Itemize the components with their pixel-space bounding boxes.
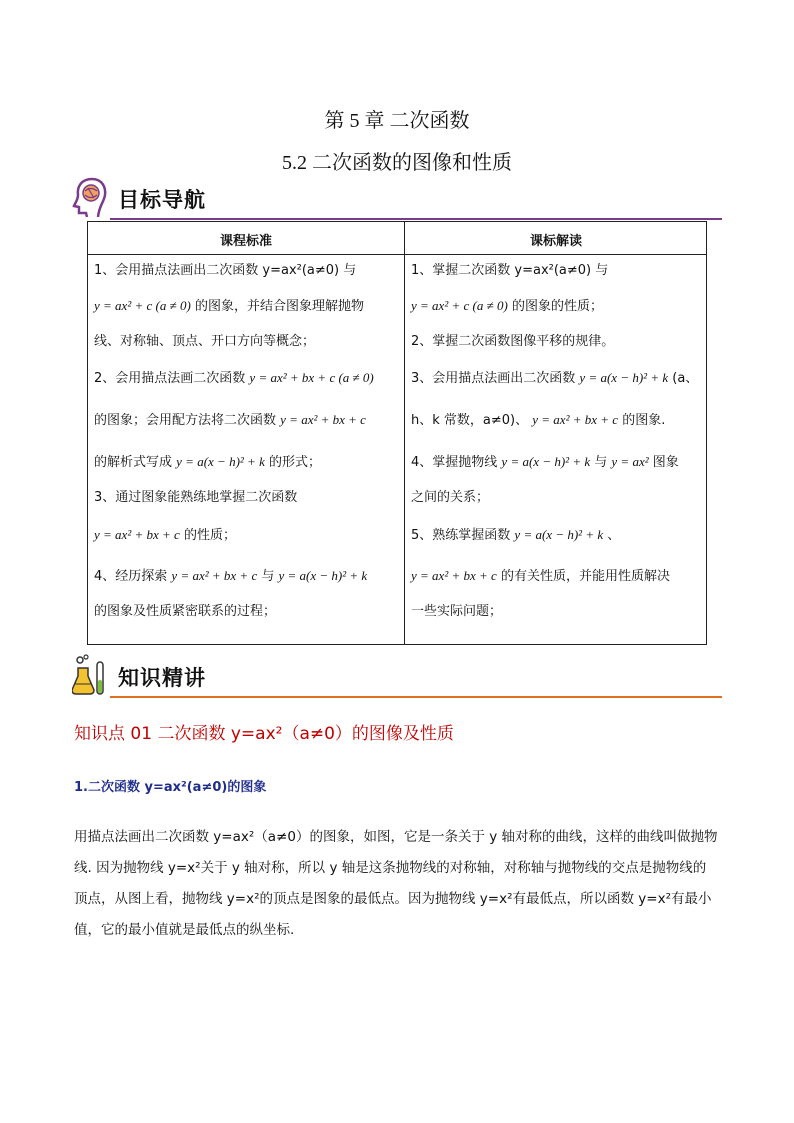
- left-item-2-line-1: [94, 368, 374, 389]
- text: 4、掌握抛物线: [411, 455, 498, 470]
- paragraph-line: 用描点法画出二次函数 y=ax²（a≠0）的图象，如图，它是一条关于 y 轴对称的曲线，这样的曲线叫做抛物: [74, 829, 718, 845]
- lab-flask-icon: [72, 654, 112, 696]
- curriculum-table: [87, 221, 707, 645]
- text: 的有关性质，并能用性质解决: [500, 569, 670, 584]
- banner-rule: [110, 696, 722, 698]
- formula: y = ax² + c (a ≠ 0): [94, 298, 191, 313]
- formula: y = ax² + bx + c: [532, 412, 619, 427]
- left-item-3-line-2: [94, 525, 236, 546]
- formula: y = ax²: [611, 454, 649, 469]
- left-item-4-line-2: 的图象及性质紧密联系的过程；: [94, 604, 277, 619]
- text: 2、会用描点法画二次函数: [94, 371, 246, 386]
- formula: y = ax² + c (a ≠ 0): [411, 298, 508, 313]
- section-title: 5.2 二次函数的图像和性质: [282, 152, 512, 174]
- right-item-2: 2、掌握二次函数图像平移的规律。: [411, 334, 615, 349]
- text: 的图象.: [622, 413, 666, 428]
- formula: y = ax² + bx + c (a ≠ 0): [249, 370, 374, 385]
- text: 的形式；: [268, 455, 321, 470]
- table-column-divider: [404, 222, 405, 644]
- brain-head-icon: [72, 176, 112, 218]
- text: 与: [594, 455, 608, 470]
- left-item-1-line-1: 1、会用描点法画出二次函数 y=ax²(a≠0) 与: [94, 263, 357, 278]
- text: (a、: [672, 371, 699, 386]
- banner-rule: [110, 218, 722, 220]
- right-item-1-line-2: [411, 296, 603, 317]
- left-item-3-line-1: 3、通过图象能熟练地掌握二次函数: [94, 490, 298, 505]
- table-header-divider: [88, 254, 706, 255]
- left-item-4-line-1: [94, 566, 367, 587]
- formula: y = ax² + bx + c: [411, 568, 497, 583]
- text: 的性质；: [183, 528, 236, 543]
- chapter-title: 第 5 章 二次函数: [324, 110, 470, 132]
- right-item-5-line-2: [411, 566, 670, 587]
- knowledge-banner: [72, 654, 722, 698]
- paragraph-line: 线. 因为抛物线 y=x²关于 y 轴对称，所以 y 轴是这条抛物线的对称轴，对称轴与抛物线的交点是抛物线的: [74, 860, 707, 876]
- text: 与: [261, 569, 275, 584]
- text: 的解析式写成: [94, 455, 173, 470]
- knowledge-banner-label: 知识精讲: [118, 666, 206, 690]
- formula: y = ax² + bx + c: [171, 568, 258, 583]
- explanation-paragraph: [74, 822, 724, 946]
- text: h、k 常数，a≠0)、: [411, 413, 529, 428]
- left-item-2-line-2: [94, 410, 366, 431]
- text: 、: [607, 528, 621, 543]
- text: 3、会用描点法画出二次函数: [411, 371, 576, 386]
- text: 的图象；会用配方法将二次函数: [94, 413, 277, 428]
- formula: y = a(x − h)² + k: [176, 454, 265, 469]
- right-item-4-line-1: [411, 452, 679, 473]
- text: 的图象的性质；: [511, 299, 603, 314]
- text: 的图象，并结合图象理解抛物: [194, 299, 364, 314]
- objectives-banner-label: 目标导航: [118, 188, 206, 212]
- formula: y = ax² + bx + c: [94, 527, 180, 542]
- table-header-interpretation: 课标解读: [529, 234, 582, 249]
- right-item-4-line-2: 之间的关系；: [411, 490, 490, 505]
- left-item-1-line-2: [94, 296, 364, 317]
- right-item-3-line-2: [411, 410, 665, 431]
- right-item-3-line-1: [411, 368, 698, 389]
- formula: y = ax² + bx + c: [280, 412, 366, 427]
- knowledge-point-title: 知识点 01 二次函数 y=ax²（a≠0）的图像及性质: [74, 724, 454, 744]
- right-item-1-line-1: 1、掌握二次函数 y=ax²(a≠0) 与: [411, 263, 609, 278]
- text: 4、经历探索: [94, 569, 168, 584]
- paragraph-line: 值，它的最小值就是最低点的纵坐标.: [74, 922, 295, 938]
- left-item-2-line-3: [94, 452, 321, 473]
- table-header-standards: 课程标准: [219, 234, 272, 249]
- formula: y = a(x − h)² + k: [278, 568, 368, 583]
- right-item-5-line-1: [411, 525, 620, 546]
- objectives-banner: [72, 176, 722, 220]
- formula: y = a(x − h)² + k: [501, 454, 591, 469]
- formula: y = a(x − h)² + k: [579, 370, 669, 385]
- formula: y = a(x − h)² + k: [514, 527, 604, 542]
- left-item-1-line-3: 线、对称轴、顶点、开口方向等概念；: [94, 334, 316, 349]
- paragraph-line: 顶点，从图上看，抛物线 y=x²的顶点是图象的最低点。因为抛物线 y=x²有最低点，所以函数 y=x²有最小: [74, 891, 712, 907]
- text: 5、熟练掌握函数: [411, 528, 511, 543]
- sub-heading: 1.二次函数 y=ax²(a≠0)的图象: [74, 780, 267, 795]
- right-item-5-line-3: 一些实际问题；: [411, 604, 503, 619]
- text: 图象: [652, 455, 679, 470]
